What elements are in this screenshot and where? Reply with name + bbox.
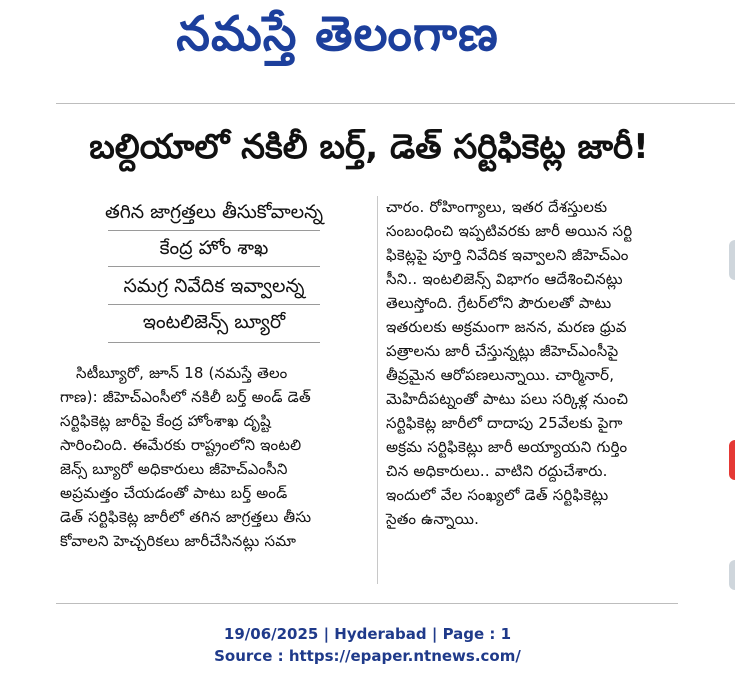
top-rule xyxy=(56,103,735,104)
subhead-divider xyxy=(108,230,320,231)
footer-source-line: Source : https://epaper.ntnews.com/ xyxy=(214,647,521,665)
body-line: చారం. రోహింగ్యాలు, ఇతర దేశస్తులకు xyxy=(386,198,608,216)
body-line: సర్టిఫికెట్ల జారీపై కేంద్ర హోంశాఖ దృష్టి xyxy=(60,412,271,430)
body-line: సంబంధించి ఇప్పటివరకు జారీ అయిన సర్టి xyxy=(386,222,633,240)
body-line: పత్రాలను జారీ చేస్తున్నట్లు జీహెచ్‌ఎంసీపై xyxy=(386,342,619,360)
headline: బల్దియాలో నకిలీ బర్త్‌, డెత్‌ సర్టిఫికెట్ల జారీ! xyxy=(89,127,649,167)
body-line: సారించింది. ఈమేరకు రాష్ట్రంలోని ఇంటలి xyxy=(60,436,302,454)
body-line: ఫికెట్లపై పూర్తి నివేదిక ఇవ్వాలని జీహెచ్‌ఎం xyxy=(386,246,629,264)
footer-date-line: 19/06/2025 | Hyderabad | Page : 1 xyxy=(223,625,512,643)
body-line: సీని.. ఇంటలిజెన్స్‌ విభాగం ఆదేశించినట్లు xyxy=(386,270,623,288)
body-line: కోవాలని హెచ్చరికలు జారీచేసినట్లు సమా xyxy=(60,532,297,550)
body-line: డెత్‌ సర్టిఫికెట్ల జారీలో తగిన జాగ్రత్తలు తీసు xyxy=(60,508,312,526)
body-line: ఇందులో వేల సంఖ్యలో డెత్‌ సర్టిఫికెట్లు xyxy=(386,486,609,504)
subhead-divider xyxy=(108,304,320,305)
body-line: అక్రమ సర్టిఫికెట్లు జారీ అయ్యాయని గుర్తిం xyxy=(386,438,628,456)
subhead-divider xyxy=(108,342,320,343)
body-line: సైతం ఉన్నాయి. xyxy=(386,510,480,528)
edge-fragment xyxy=(729,560,735,590)
subhead-line: సమగ్ర నివేదిక ఇవ్వాలన్న xyxy=(123,275,305,297)
body-line: తీవ్రమైన ఆరోపణలున్నాయి. చార్మినార్‌, xyxy=(386,366,615,384)
subhead-divider xyxy=(108,266,320,267)
body-line: తెలుస్తోంది. గ్రేటర్‌లోని పౌరులతో పాటు xyxy=(386,294,612,312)
body-line: మెహిదీపట్నంతో పాటు పలు సర్కిళ్ల నుంచి xyxy=(386,390,629,408)
body-line: గాణ): జీహెచ్‌ఎంసీలో నకిలీ బర్త్‌ అండ్‌ డెత్‌ xyxy=(60,388,311,406)
body-line: సర్టిఫికెట్ల జారీలో దాదాపు 25వేలకు పైగా xyxy=(386,414,623,432)
column-divider xyxy=(377,196,378,584)
bottom-rule xyxy=(56,603,678,604)
body-line: జెన్స్‌ బ్యూరో అధికారులు జీహెచ్‌ఎంసీని xyxy=(60,460,288,478)
subhead-line: తగిన జాగ్రత్తలు తీసుకోవాలన్న xyxy=(104,201,324,223)
subhead-line: కేంద్ర హోం శాఖ xyxy=(159,237,269,259)
body-line: ఇతరులకు అక్రమంగా జనన, మరణ ధ్రువ xyxy=(386,318,627,336)
body-line: సిటీబ్యూరో, జూన్‌ 18 (నమస్తే తెలం xyxy=(76,364,288,382)
body-line: అప్రమత్తం చేయడంతో పాటు బర్త్‌ అండ్‌ xyxy=(60,484,288,502)
masthead-title: నమస్తే తెలంగాణ xyxy=(176,6,499,62)
masthead xyxy=(0,0,735,80)
subhead-line: ఇంటలిజెన్స్‌ బ్యూరో xyxy=(142,311,286,333)
body-line: చిన అధికారులు.. వాటిని రద్దుచేశారు. xyxy=(386,462,608,480)
edge-fragment xyxy=(729,440,735,480)
edge-fragment xyxy=(729,240,735,280)
